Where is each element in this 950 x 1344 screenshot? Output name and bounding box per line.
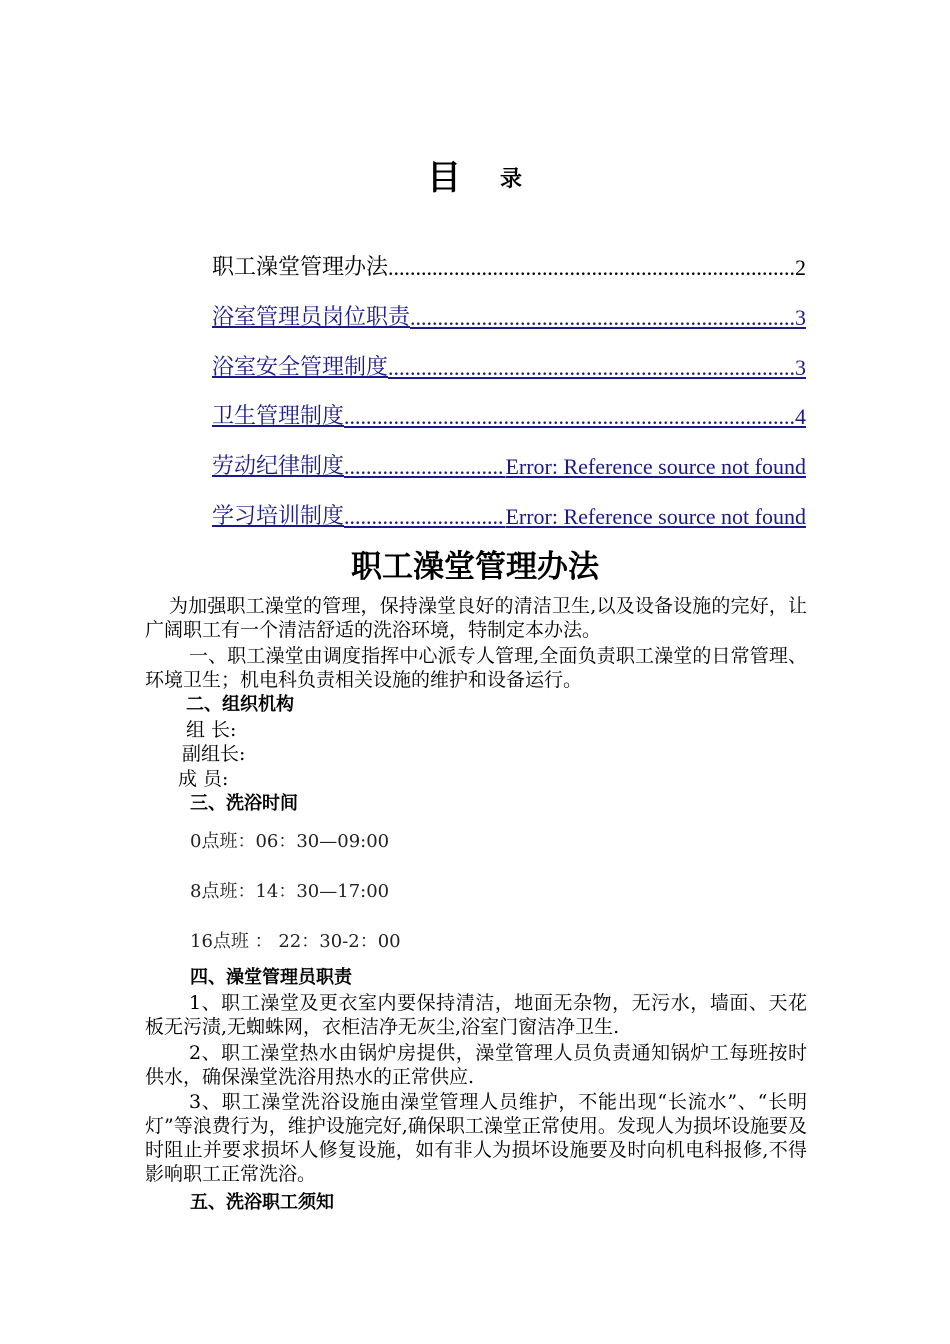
- toc-title-char-1: 目: [427, 158, 461, 198]
- toc-reference-error: Error: Reference source not found: [505, 504, 806, 529]
- section-1-paragraph: 一、职工澡堂由调度指挥中心派专人管理,全面负责职工澡堂的日常管理、环境卫生；机电科负责相关设施的维护和设备运行。: [145, 645, 807, 691]
- toc-entry-6[interactable]: [212, 501, 806, 531]
- duty-3-paragraph: 3、职工澡堂洗浴设施由澡堂管理人员维护，不能出现“长流水”、“长明灯”等浪费行为，维护设施完好,确保职工澡堂正常使用。发现人为损坏设施要及时阻止并要求损坏人修复设施，如有非人为损坏设施要及时向机电科报修,不得影响职工正常洗浴。: [145, 1091, 807, 1185]
- toc-leader-dots: [388, 354, 795, 382]
- toc-entry-label: 职工澡堂管理办法: [212, 255, 389, 280]
- section-5-heading: 五、洗浴职工须知: [190, 1192, 334, 1213]
- org-leader-line: 组 长:: [186, 719, 237, 741]
- org-deputy-line: 副组长:: [182, 743, 246, 765]
- toc-page-number: 4: [795, 404, 806, 429]
- toc-title-char-2: 录: [500, 167, 523, 192]
- section-2-heading: 二、组织机构: [186, 694, 294, 715]
- toc-reference-error: Error: Reference source not found: [505, 454, 806, 479]
- document-title: 职工澡堂管理办法: [351, 549, 599, 585]
- toc-page-number: 3: [795, 305, 806, 330]
- toc-leader-dots: [410, 304, 795, 332]
- toc-entry-label: 劳动纪律制度: [212, 454, 345, 479]
- toc-title: [0, 150, 950, 200]
- schedule-line-2: 8点班：14：30—17:00: [190, 881, 390, 902]
- toc-entry-label: 卫生管理制度: [212, 404, 345, 429]
- toc-leader-dots: [388, 254, 795, 282]
- toc-entry-label: 浴室管理员岗位职责: [212, 305, 411, 330]
- toc-entry-2[interactable]: [212, 302, 806, 332]
- toc-entry-4[interactable]: [212, 401, 806, 431]
- toc-entry-label: 学习培训制度: [212, 504, 345, 529]
- toc-leader-dots: [344, 403, 795, 431]
- toc-entry-5[interactable]: [212, 451, 806, 481]
- toc-entry-1[interactable]: [212, 252, 806, 282]
- toc-entry-label: 浴室安全管理制度: [212, 355, 389, 380]
- schedule-line-1: 0点班：06：30—09:00: [190, 831, 390, 852]
- toc-leader-dots: [344, 453, 505, 481]
- toc-page-number: 3: [795, 355, 806, 380]
- toc-page-number: 2: [795, 255, 806, 280]
- duty-2-paragraph: 2、职工澡堂热水由锅炉房提供，澡堂管理人员负责通知锅炉工每班按时供水，确保澡堂洗浴用热水的正常供应.: [145, 1042, 807, 1088]
- toc-leader-dots: [344, 503, 505, 531]
- section-4-heading: 四、澡堂管理员职责: [190, 967, 352, 988]
- section-3-heading: 三、洗浴时间: [190, 793, 298, 814]
- schedule-line-3: 16点班 ： 22：30-2：00: [190, 931, 401, 952]
- toc-entry-3[interactable]: [212, 352, 806, 382]
- org-members-line: 成 员:: [178, 768, 229, 790]
- duty-1-paragraph: 1、职工澡堂及更衣室内要保持清洁，地面无杂物，无污水，墙面、天花板无污渍,无蜘蛛网，衣柜洁净无灰尘,浴室门窗洁净卫生.: [145, 992, 807, 1038]
- intro-paragraph: 为加强职工澡堂的管理，保持澡堂良好的清洁卫生,以及设备设施的完好，让广阔职工有一个清洁舒适的洗浴环境，特制定本办法。: [145, 595, 807, 641]
